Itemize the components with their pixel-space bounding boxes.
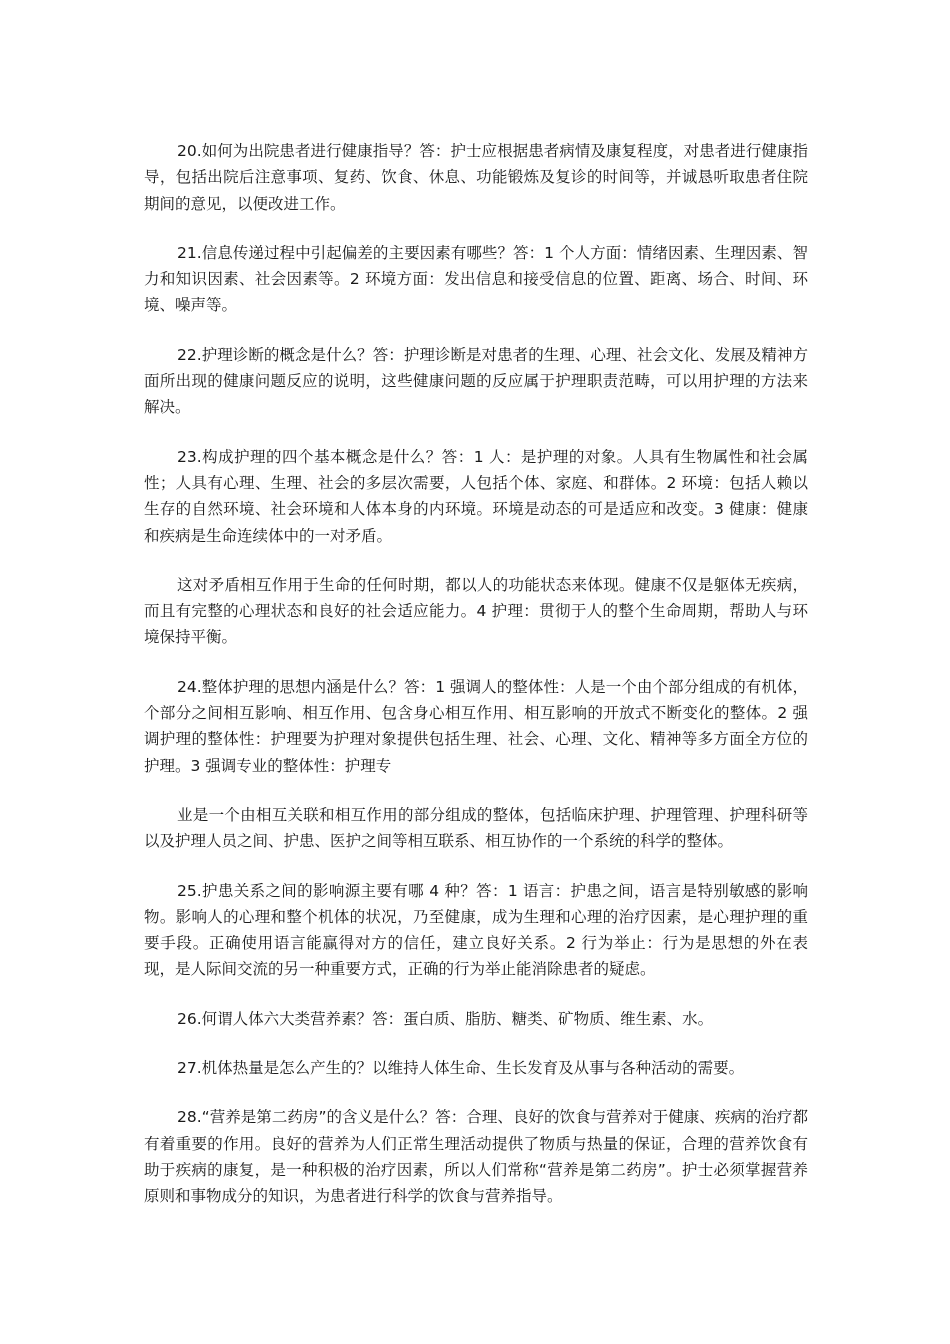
paragraph-q21: 21.信息传递过程中引起偏差的主要因素有哪些？答：1 个人方面：情绪因素、生理因素、智力和知识因素、社会因素等。2 环境方面：发出信息和接受信息的位置、距离、场合、时间、环境、噪声等。: [144, 243, 808, 315]
document-body: [144, 138, 808, 1233]
paragraph-q24-continued: 业是一个由相互关联和相互作用的部分组成的整体，包括临床护理、护理管理、护理科研等以及护理人员之间、护患、医护之间等相互联系、相互协作的一个系统的科学的整体。: [144, 805, 808, 851]
paragraph-q24: 24.整体护理的思想内涵是什么？答：1 强调人的整体性：人是一个由个部分组成的有机体，个部分之间相互影响、相互作用、包含身心相互作用、相互影响的开放式不断变化的整体。2 强调护理的整体性：护理要为护理对象提供包括生理、社会、心理、文化、精神等多方面全方位的护理。3 强调专业的整体性：护理专: [144, 677, 808, 775]
paragraph-q20: 20.如何为出院患者进行健康指导？答：护士应根据患者病情及康复程度，对患者进行健康指导，包括出院后注意事项、复药、饮食、休息、功能锻炼及复诊的时间等，并诚恳听取患者住院期间的意见，以便改进工作。: [144, 142, 808, 213]
paragraph-q23-continued: 这对矛盾相互作用于生命的任何时期，都以人的功能状态来体现。健康不仅是躯体无疾病，而且有完整的心理状态和良好的社会适应能力。4 护理：贯彻于人的整个生命周期，帮助人与环境保持平衡。: [144, 575, 808, 647]
paragraph-q23: 23.构成护理的四个基本概念是什么？答：1 人：是护理的对象。人具有生物属性和社会属性；人具有心理、生理、社会的多层次需要，人包括个体、家庭、和群体。2 环境：包括人赖以生存的自然环境、社会环境和人体本身的内环境。环境是动态的可是适应和改变。3 健康：健康和疾病是生命连续体中的一对矛盾。: [144, 447, 808, 545]
paragraph-q27: 27.机体热量是怎么产生的？以维持人体生命、生长发育及从事与各种活动的需要。: [177, 1059, 745, 1078]
paragraph-q26: 26.何谓人体六大类营养素？答：蛋白质、脂肪、糖类、矿物质、维生素、水。: [177, 1009, 714, 1028]
paragraph-q28: 28.“营养是第二药房”的含义是什么？答：合理、良好的饮食与营养对于健康、疾病的治疗都有着重要的作用。良好的营养为人们正常生理活动提供了物质与热量的保证，合理的营养饮食有助于疾病的康复，是一种积极的治疗因素，所以人们常称“营养是第二药房”。护士必须掌握营养原则和事物成分的知识，为患者进行科学的饮食与营养指导。: [144, 1108, 808, 1206]
paragraph-q25: 25.护患关系之间的影响源主要有哪 4 种？答：1 语言：护患之间，语言是特别敏感的影响物。影响人的心理和整个机体的状况，乃至健康，成为生理和心理的治疗因素，是心理护理的重要手段。正确使用语言能赢得对方的信任，建立良好关系。2 行为举止：行为是思想的外在表现，是人际间交流的另一种重要方式，正确的行为举止能消除患者的疑虑。: [144, 881, 808, 979]
paragraph-q22: 22.护理诊断的概念是什么？答：护理诊断是对患者的生理、心理、社会文化、发展及精神方面所出现的健康问题反应的说明，这些健康问题的反应属于护理职责范畴，可以用护理的方法来解决。: [144, 345, 808, 417]
